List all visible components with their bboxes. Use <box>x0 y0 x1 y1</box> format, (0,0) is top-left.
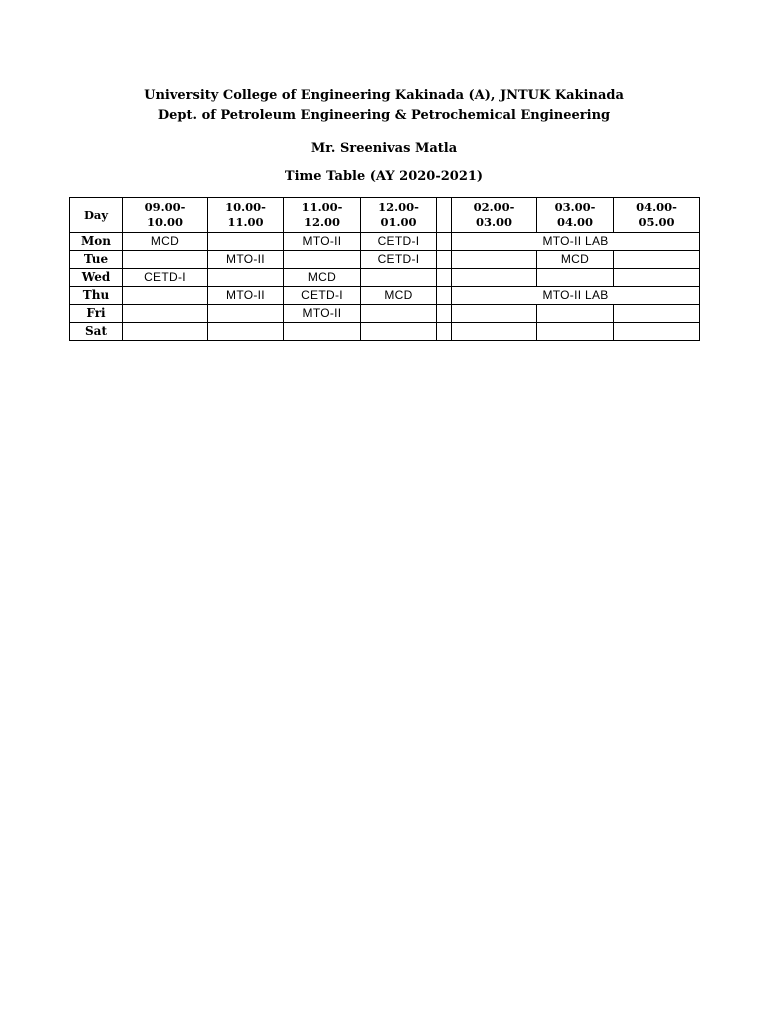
period-end: 12.00 <box>303 215 340 229</box>
class-cell: MTO-II <box>208 251 284 269</box>
class-cell <box>537 269 614 287</box>
class-cell <box>123 305 208 323</box>
timetable-title: Time Table (AY 2020-2021) <box>284 169 484 184</box>
day-cell: Thu <box>70 287 123 305</box>
timetable <box>69 197 700 341</box>
class-cell: MCD <box>361 287 437 305</box>
lunch-break-cell <box>437 251 452 269</box>
faculty-name: Mr. Sreenivas Matla <box>310 141 458 156</box>
class-cell <box>452 251 537 269</box>
class-cell <box>208 323 284 341</box>
timetable-row-thu <box>70 287 700 305</box>
period-start: 03.00- <box>554 200 596 214</box>
class-cell: MCD <box>537 251 614 269</box>
period-start: 02.00- <box>473 200 515 214</box>
timetable-row-sat <box>70 323 700 341</box>
day-cell: Fri <box>70 305 123 323</box>
class-cell <box>614 323 700 341</box>
period-end: 05.00 <box>638 215 675 229</box>
class-cell: MCD <box>123 233 208 251</box>
period-end: 11.00 <box>227 215 264 229</box>
class-cell: MTO-II <box>284 233 361 251</box>
lunch-break-cell <box>437 269 452 287</box>
class-cell <box>284 323 361 341</box>
period-end: 01.00 <box>380 215 417 229</box>
class-cell <box>537 305 614 323</box>
class-cell <box>361 305 437 323</box>
column-header-period-1 <box>123 198 208 233</box>
column-header-period-3 <box>284 198 361 233</box>
class-cell <box>537 323 614 341</box>
class-cell <box>452 269 537 287</box>
class-cell <box>123 287 208 305</box>
day-cell: Mon <box>70 233 123 251</box>
class-cell <box>614 305 700 323</box>
class-cell <box>614 251 700 269</box>
class-cell: CETD-I <box>123 269 208 287</box>
lunch-break-cell <box>437 323 452 341</box>
university-heading: University College of Engineering Kakinada (A), JNTUK Kakinada <box>144 88 624 103</box>
department-heading: Dept. of Petroleum Engineering & Petrochemical Engineering <box>157 108 611 123</box>
class-cell <box>361 323 437 341</box>
class-cell: CETD-I <box>284 287 361 305</box>
period-end: 10.00 <box>146 215 183 229</box>
timetable-row-fri <box>70 305 700 323</box>
period-start: 09.00- <box>144 200 186 214</box>
class-cell: MTO-II <box>284 305 361 323</box>
column-header-day: Day <box>70 198 123 233</box>
day-cell: Tue <box>70 251 123 269</box>
column-header-period-7 <box>614 198 700 233</box>
period-end: 04.00 <box>556 215 593 229</box>
column-header-period-4 <box>361 198 437 233</box>
class-cell <box>123 323 208 341</box>
lunch-break-cell <box>437 287 452 305</box>
day-cell: Wed <box>70 269 123 287</box>
class-cell <box>208 269 284 287</box>
class-cell <box>361 269 437 287</box>
timetable-header-row <box>70 198 700 233</box>
period-start: 10.00- <box>225 200 266 214</box>
column-header-period-2 <box>208 198 284 233</box>
class-cell: CETD-I <box>361 251 437 269</box>
period-start: 12.00- <box>378 200 419 214</box>
class-cell <box>208 305 284 323</box>
period-start: 04.00- <box>636 200 677 214</box>
lunch-break-cell <box>437 305 452 323</box>
class-cell <box>452 305 537 323</box>
lab-cell: MTO-II LAB <box>452 287 700 305</box>
lab-cell: MTO-II LAB <box>452 233 700 251</box>
class-cell: CETD-I <box>361 233 437 251</box>
class-cell <box>614 269 700 287</box>
class-cell <box>123 251 208 269</box>
lunch-break-cell <box>437 233 452 251</box>
lunch-break-column <box>437 198 452 233</box>
timetable-row-tue <box>70 251 700 269</box>
period-end: 03.00 <box>475 215 512 229</box>
class-cell <box>284 251 361 269</box>
column-header-period-5 <box>452 198 537 233</box>
class-cell: MCD <box>284 269 361 287</box>
class-cell <box>208 233 284 251</box>
period-start: 11.00- <box>301 200 343 214</box>
class-cell: MTO-II <box>208 287 284 305</box>
timetable-row-mon <box>70 233 700 251</box>
day-cell: Sat <box>70 323 123 341</box>
class-cell <box>452 323 537 341</box>
timetable-row-wed <box>70 269 700 287</box>
column-header-period-6 <box>537 198 614 233</box>
